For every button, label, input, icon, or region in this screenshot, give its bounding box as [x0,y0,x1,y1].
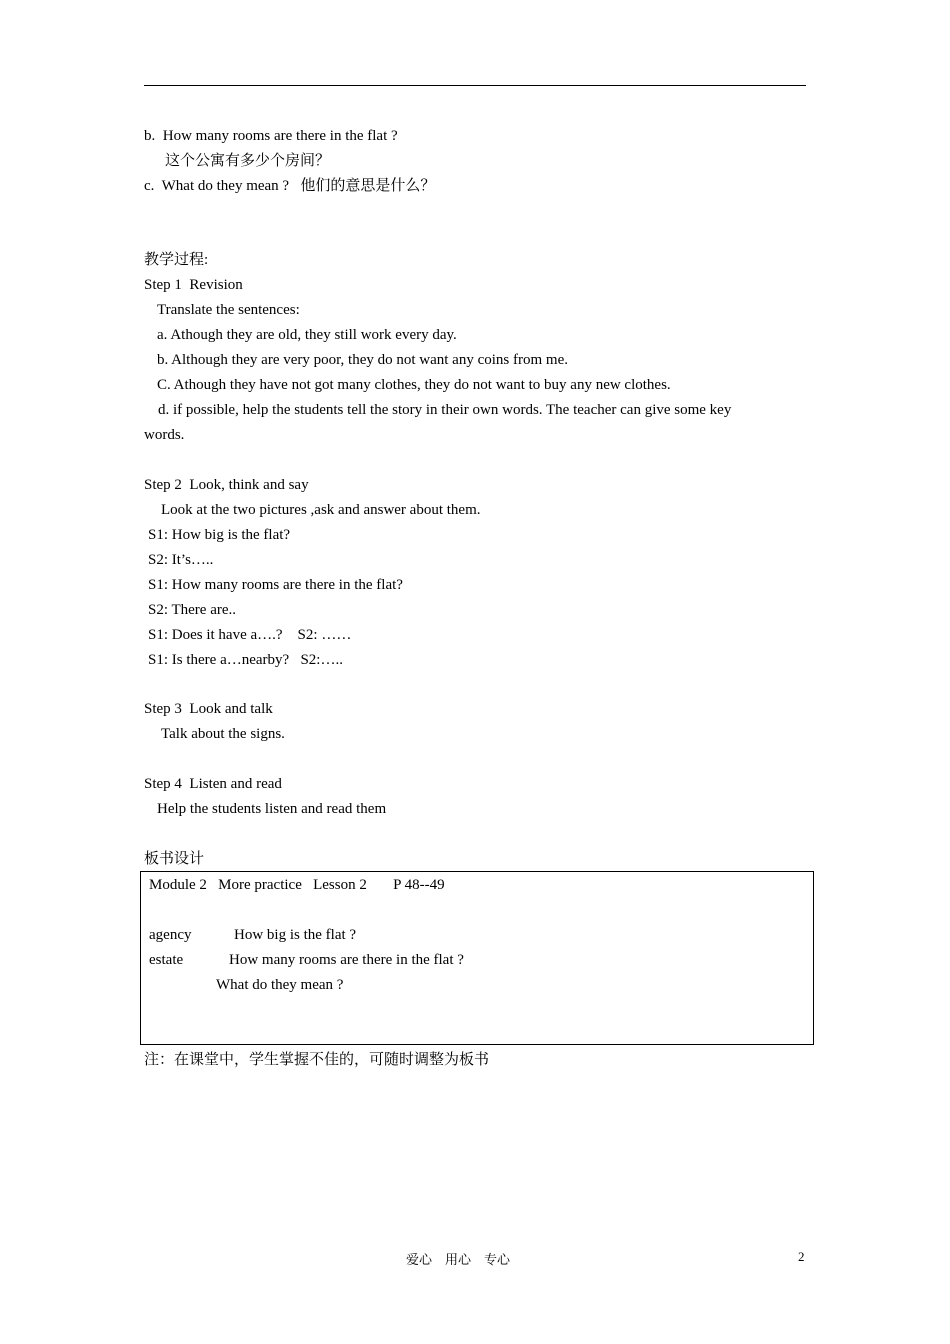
step1-intro: Translate the sentences: [157,302,300,318]
question-b-chinese: 这个公寓有多少个房间？ [165,153,331,169]
board-word-estate: estate [149,952,184,968]
step1-item-b: b. Although they are very poor, they do not want any coins from me. [157,352,568,368]
process-heading: 教学过程: [144,252,209,268]
step2-dialogue-1: S1: How big is the flat? [148,527,291,543]
step4-intro: Help the students listen and read them [157,801,387,817]
step1-item-c: C. Athough they have not got many clothes, they do not want to buy any new clothes. [157,377,671,393]
board-word-agency: agency [149,927,192,943]
header-rule [144,85,806,86]
question-c: c. What do they mean ? 他们的意思是什么？ [144,178,436,194]
board-heading: 板书设计 [144,851,205,867]
step2-title: Step 2 Look, think and say [144,477,309,493]
note: 注：在课堂中，学生掌握不佳的，可随时调整为板书 [144,1052,490,1068]
step1-item-d-cont: words. [144,427,185,443]
step2-dialogue-4: S2: There are.. [148,602,237,618]
step3-title: Step 3 Look and talk [144,701,273,717]
board-title: Module 2 More practice Lesson 2 P 48--49 [149,877,445,893]
board-question-2: How many rooms are there in the flat ? [229,952,464,968]
question-b: b. How many rooms are there in the flat ? [144,128,398,144]
step2-dialogue-6: S1: Is there a…nearby? S2:….. [148,652,343,668]
board-design-box [140,871,814,1045]
step1-item-a: a. Athough they are old, they still work every day. [157,327,457,343]
board-question-3: What do they mean ? [216,977,344,993]
step1-title: Step 1 Revision [144,277,243,293]
step3-intro: Talk about the signs. [161,726,285,742]
step2-dialogue-5: S1: Does it have a….? S2: …… [148,627,352,643]
step2-intro: Look at the two pictures ,ask and answer about them. [161,502,481,518]
step2-dialogue-3: S1: How many rooms are there in the flat? [148,577,403,593]
board-question-1: How big is the flat ? [234,927,357,943]
page-number: 2 [798,1249,805,1264]
footer-motto: 爱心 用心 专心 [406,1252,511,1267]
step4-title: Step 4 Listen and read [144,776,282,792]
step2-dialogue-2: S2: It’s….. [148,552,214,568]
step1-item-d: d. if possible, help the students tell the story in their own words. The teacher can give some key [158,402,732,418]
